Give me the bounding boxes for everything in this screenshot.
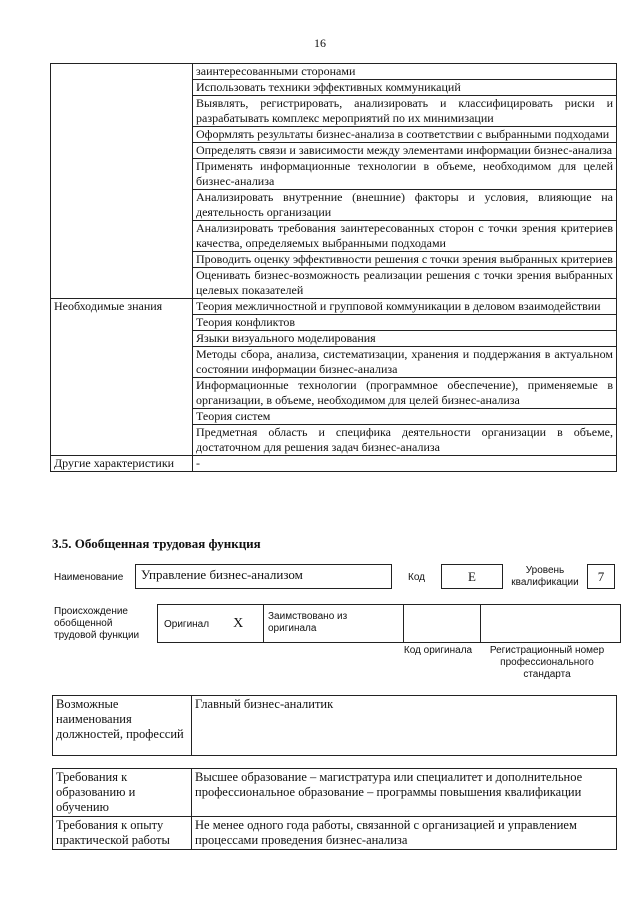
row-item: Выявлять, регистрировать, анализировать и классифицировать риски и разрабатывать комплекс мероприятий по их минимизации: [193, 96, 617, 127]
borrowed-cell: [264, 605, 404, 643]
row-item: Определять связи и зависимости между элементами информации бизнес-анализа: [193, 143, 617, 159]
row-label: Необходимые знания: [51, 299, 193, 456]
row-item: Теория межличностной и групповой коммуникации в деловом взаимодействии: [193, 299, 617, 315]
code-label: Код: [408, 572, 426, 583]
row-item: Теория систем: [193, 409, 617, 425]
level-label: Уровень квалификации: [511, 565, 579, 588]
row-item: Методы сбора, анализа, систематизации, хранения и поддержания в актуальном состоянии информации бизнес-анализа: [193, 347, 617, 378]
function-name-box: Управление бизнес-анализом: [135, 564, 392, 589]
requirement-value: Не менее одного года работы, связанной с организацией и управлением процессами проведения бизнес-анализа: [192, 817, 617, 850]
code-original-label: Код оригинала: [403, 645, 473, 656]
row-item: заинтересованными сторонами: [193, 64, 617, 80]
code-box: E: [441, 564, 503, 589]
requirements-table: [52, 768, 617, 850]
code-original-cell: [404, 605, 481, 643]
requirement-value: Высшее образование – магистратура или специалитет и дополнительное профессиональное образование – программы повышения квалификации: [192, 769, 617, 817]
row-item: Использовать техники эффективных коммуникаций: [193, 80, 617, 96]
requirement-row: [53, 817, 617, 850]
row-item: -: [193, 456, 617, 472]
row-label: Другие характеристики: [51, 456, 193, 472]
row-item: Анализировать требования заинтересованных сторон с точки зрения критериев качества, определяемых выбранными подходами: [193, 221, 617, 252]
row-item: Языки визуального моделирования: [193, 331, 617, 347]
row-item: Оценивать бизнес-возможность реализации решения с точки зрения выбранных целевых показателей: [193, 268, 617, 299]
reg-number-label: Регистрационный номер профессионального стандарта: [489, 645, 605, 680]
table-row: [51, 64, 617, 80]
original-mark: X: [233, 616, 244, 631]
row-item: Анализировать внутренние (внешние) факторы и условия, влияющие на деятельность организации: [193, 190, 617, 221]
original-cell: [158, 605, 264, 643]
origin-table: [157, 604, 621, 643]
positions-table: [52, 695, 617, 756]
row-item: Оформлять результаты бизнес-анализа в соответствии с выбранными подходами: [193, 127, 617, 143]
table-row: [51, 299, 617, 315]
page-number: 16: [314, 36, 326, 50]
requirement-label: Требования к опыту практической работы: [53, 817, 192, 850]
origin-label: Происхождение обобщенной трудовой функции: [54, 606, 140, 641]
row-item: Предметная область и специфика деятельности организации в объеме, достаточном для решения задач бизнес-анализа: [193, 425, 617, 456]
row-item: Теория конфликтов: [193, 315, 617, 331]
positions-value: Главный бизнес-аналитик: [192, 696, 617, 756]
table-row: [51, 456, 617, 472]
requirement-label: Требования к образованию и обучению: [53, 769, 192, 817]
row-item: Проводить оценку эффективности решения с точки зрения выбранных критериев: [193, 252, 617, 268]
skills-table: [50, 63, 617, 472]
row-item: Применять информационные технологии в объеме, необходимом для целей бизнес-анализа: [193, 159, 617, 190]
requirement-row: [53, 769, 617, 817]
reg-number-cell: [481, 605, 621, 643]
original-label: Оригинал: [164, 619, 210, 630]
section-title: 3.5. Обобщенная трудовая функция: [52, 536, 261, 551]
row-item: Информационные технологии (программное обеспечение), применяемые в организации, в объеме, необходимом для целей бизнес-анализа: [193, 378, 617, 409]
borrowed-label: Заимствовано из оригинала: [268, 611, 348, 634]
level-box: 7: [587, 564, 615, 589]
row-label: [51, 64, 193, 299]
positions-label: Возможные наименования должностей, профессий: [53, 696, 192, 756]
name-label: Наименование: [54, 572, 124, 583]
